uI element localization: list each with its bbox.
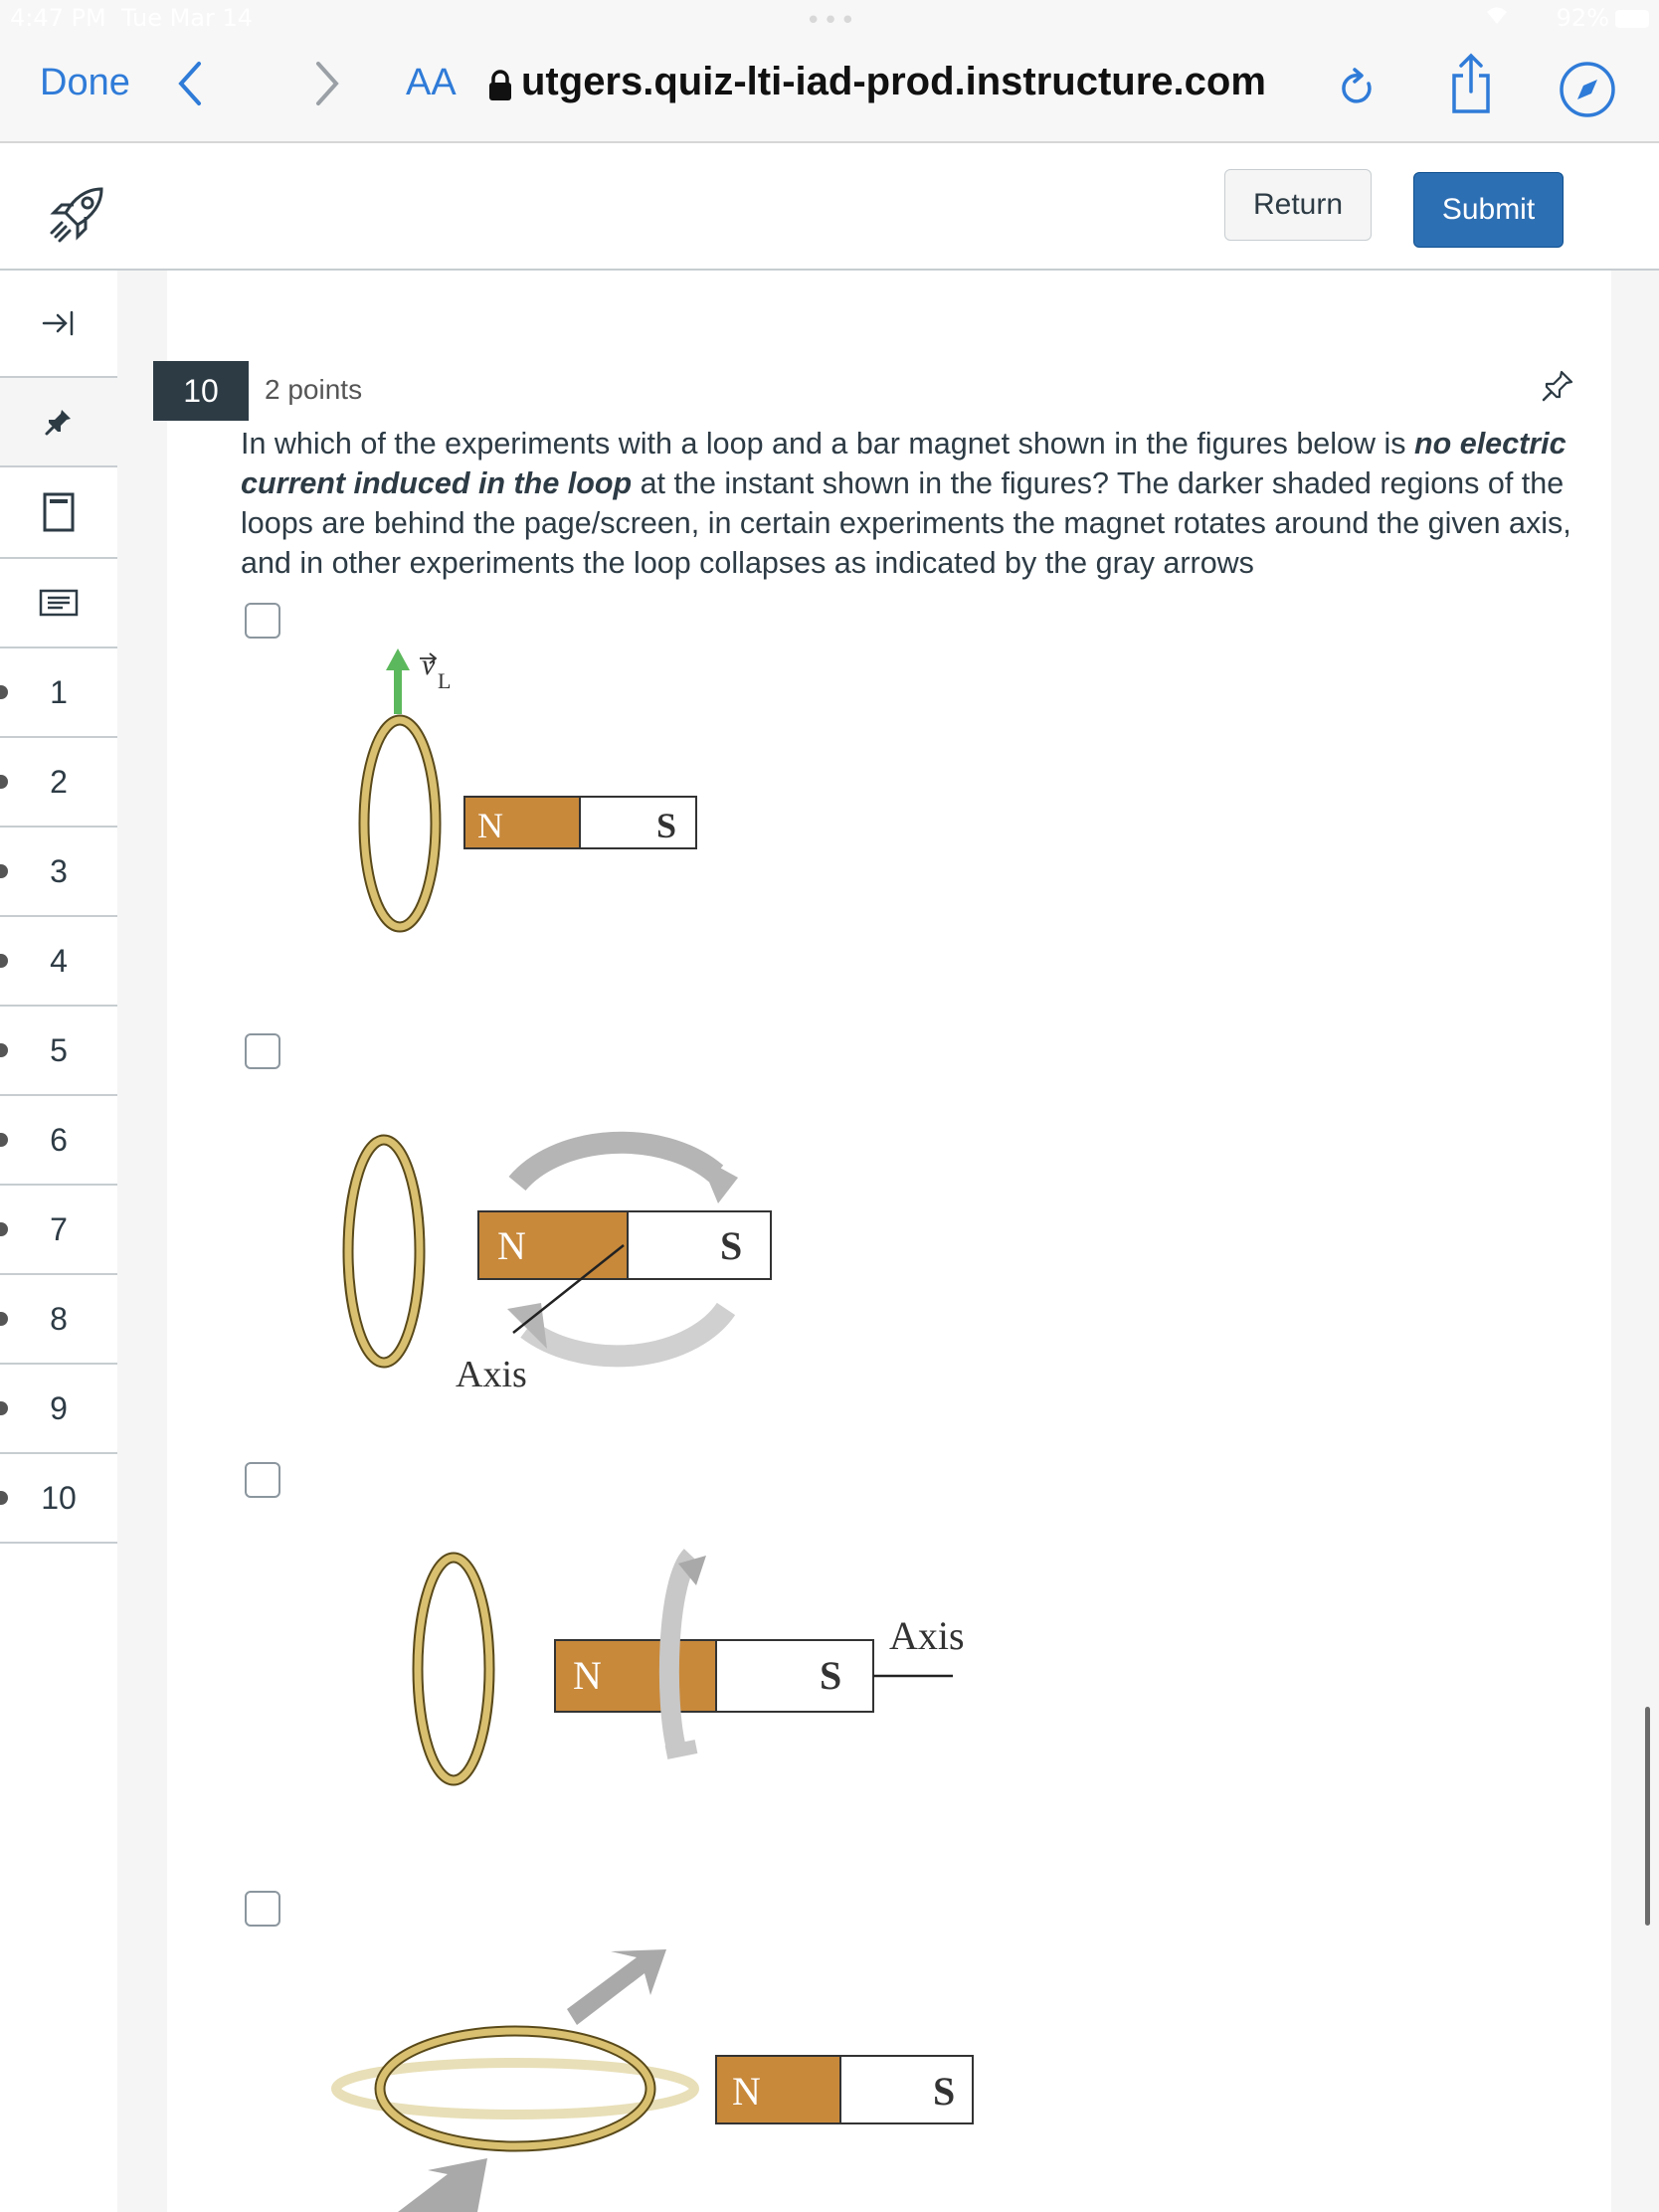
quiz-header bbox=[0, 143, 1659, 271]
multitasking-dots[interactable]: ••• bbox=[806, 6, 858, 36]
share-icon[interactable] bbox=[1448, 50, 1494, 115]
question-nav-item[interactable]: 6 bbox=[0, 1096, 117, 1186]
url-field[interactable]: utgers.quiz-lti-iad-prod.instructure.com bbox=[521, 60, 1266, 103]
velocity-subscript: L bbox=[438, 668, 452, 693]
answered-marker bbox=[0, 775, 8, 789]
expand-sidebar-button[interactable] bbox=[0, 271, 117, 378]
answered-marker bbox=[0, 1491, 8, 1505]
rocket-icon[interactable] bbox=[46, 183, 109, 247]
svg-text:N: N bbox=[477, 806, 503, 845]
question-emphasis: no electric current induced in the loop bbox=[241, 427, 1567, 500]
battery-percentage: 92% bbox=[1556, 4, 1609, 32]
svg-text:S: S bbox=[720, 1223, 743, 1268]
answer-checkbox-1[interactable] bbox=[245, 603, 280, 639]
answered-marker bbox=[0, 864, 8, 878]
velocity-arrow bbox=[394, 666, 402, 714]
done-button[interactable]: Done bbox=[40, 62, 130, 103]
pin-icon bbox=[44, 407, 74, 437]
collapse-arrow-top bbox=[567, 1949, 666, 2025]
question-nav-item[interactable]: 4 bbox=[0, 917, 117, 1007]
compass-icon[interactable] bbox=[1558, 60, 1617, 119]
answered-marker bbox=[0, 1043, 8, 1057]
answered-marker bbox=[0, 954, 8, 968]
question-points: 2 points bbox=[265, 374, 363, 405]
svg-text:S: S bbox=[820, 1653, 842, 1698]
collapse-arrow-bottom bbox=[398, 2158, 487, 2212]
quiz-sidebar bbox=[0, 271, 119, 2212]
back-icon[interactable] bbox=[169, 56, 209, 111]
axis-label: Axis bbox=[456, 1354, 527, 1395]
magnet-south bbox=[580, 797, 696, 848]
reload-icon[interactable] bbox=[1335, 64, 1379, 111]
svg-text:N: N bbox=[573, 1653, 602, 1698]
answered-marker bbox=[0, 1133, 8, 1147]
browser-toolbar bbox=[0, 40, 1659, 143]
question-nav-item[interactable]: 9 bbox=[0, 1365, 117, 1454]
figure-loop-collapsing bbox=[328, 1949, 1014, 2212]
answered-marker bbox=[0, 1401, 8, 1415]
answer-checkbox-4[interactable] bbox=[245, 1891, 280, 1927]
pin-question-icon[interactable] bbox=[1540, 368, 1575, 404]
question-nav-item[interactable]: 2 bbox=[0, 738, 117, 828]
rotation-arrow-top bbox=[517, 1143, 716, 1184]
rotation-arrow-bottom bbox=[527, 1309, 726, 1356]
svg-text:N: N bbox=[497, 1223, 526, 1268]
figure-magnet-rotating bbox=[328, 1094, 786, 1412]
magnet-south bbox=[716, 1640, 873, 1712]
battery-icon bbox=[1615, 10, 1649, 28]
return-button[interactable]: Return bbox=[1224, 169, 1372, 241]
status-time: 4:47 PM Tue Mar 14 bbox=[10, 4, 254, 32]
svg-text:N: N bbox=[732, 2069, 761, 2114]
lock-icon bbox=[487, 70, 513, 101]
answer-checkbox-3[interactable] bbox=[245, 1462, 280, 1498]
svg-text:S: S bbox=[933, 2069, 956, 2114]
question-text: In which of the experiments with a loop and a bar magnet shown in the figures below is no electric current induced in the loop at the instant shown in the figures? The darker shaded regions of the loops are behind the page/screen, in certain experiments the magnet rotates around the given axis, and in other experiments the loop collapses as indicated by the gray arrows bbox=[241, 427, 1571, 580]
forward-icon[interactable] bbox=[308, 56, 348, 111]
calculator-tab[interactable] bbox=[0, 467, 117, 559]
answered-marker bbox=[0, 685, 8, 699]
wifi-icon bbox=[1484, 4, 1510, 26]
pinned-questions-tab[interactable] bbox=[0, 378, 117, 467]
notes-tab[interactable] bbox=[0, 559, 117, 648]
figure-loop-moving-up bbox=[338, 617, 716, 935]
calculator-icon bbox=[43, 492, 75, 532]
submit-button[interactable]: Submit bbox=[1413, 172, 1564, 248]
notes-icon bbox=[39, 589, 79, 617]
status-bar bbox=[0, 0, 1659, 40]
question-nav-item[interactable]: 3 bbox=[0, 828, 117, 917]
axis-label: Axis bbox=[889, 1613, 965, 1658]
page-scrollbar[interactable] bbox=[1645, 1707, 1650, 1926]
answered-marker bbox=[0, 1312, 8, 1326]
magnet-south bbox=[628, 1211, 771, 1279]
question-nav-item[interactable]: 7 bbox=[0, 1186, 117, 1275]
figure-magnet-rotating-long-axis bbox=[398, 1522, 1014, 1840]
expand-icon bbox=[42, 308, 76, 338]
svg-text:S: S bbox=[656, 806, 677, 845]
answer-checkbox-2[interactable] bbox=[245, 1033, 280, 1069]
text-size-button[interactable]: AA bbox=[406, 62, 457, 103]
velocity-label: v bbox=[422, 648, 436, 681]
question-nav-item[interactable]: 5 bbox=[0, 1007, 117, 1096]
question-number: 10 bbox=[153, 361, 249, 421]
answered-marker bbox=[0, 1222, 8, 1236]
question-nav-item[interactable]: 8 bbox=[0, 1275, 117, 1365]
question-nav-item[interactable]: 1 bbox=[0, 648, 117, 738]
question-nav-item[interactable]: 10 bbox=[0, 1454, 117, 1544]
